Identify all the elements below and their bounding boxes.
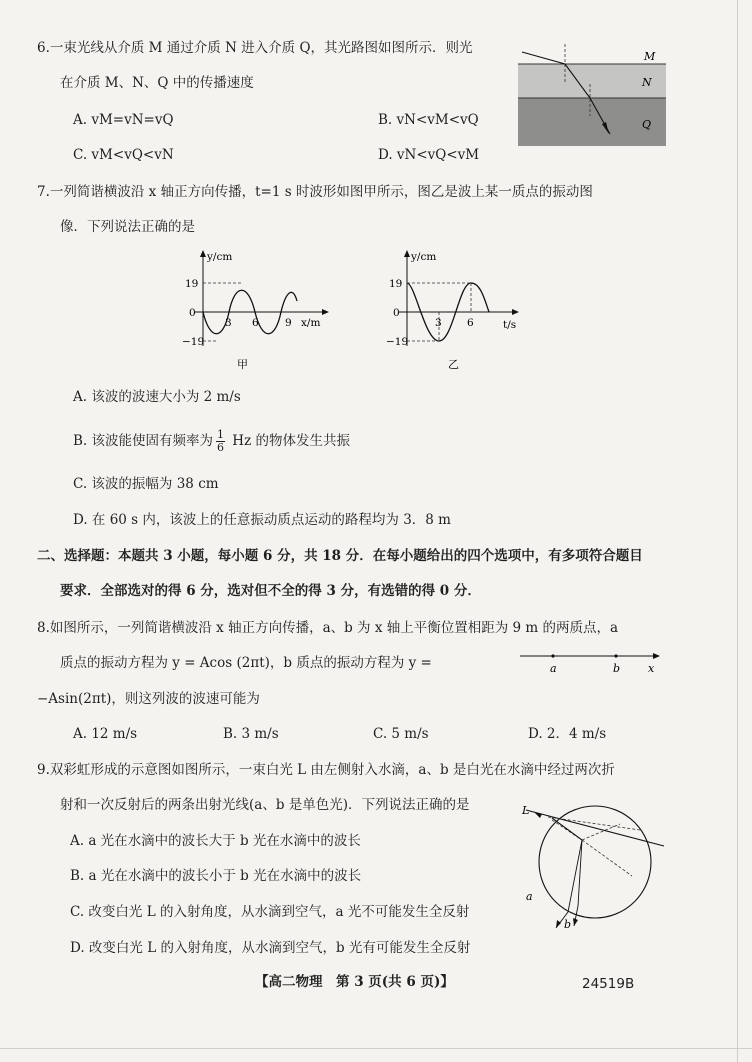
point-b-label: b (613, 662, 621, 675)
q7-stem-line-2: 像．下列说法正确的是 (60, 219, 195, 235)
q6-option-d: D. vN<vQ<vM (378, 147, 480, 163)
graph-a-xtick-9: 9 (285, 317, 292, 329)
q7-option-b-fraction (216, 429, 225, 453)
graph-b-ylabel: y/cm (411, 251, 437, 263)
graph-b-xlabel: t/s (503, 319, 517, 331)
q9-option-a: A. a 光在水滴中的波长大于 b 光在水滴中的波长 (70, 833, 361, 849)
graph-a-xtick-3: 3 (225, 317, 232, 329)
graph-a-ytick-bottom: −19 (182, 336, 205, 348)
incident-ray-l (526, 810, 664, 846)
q7-vibration-graph-b (385, 246, 535, 376)
q8-axis-diagram (520, 648, 670, 678)
graph-b-ytick-top: 19 (389, 278, 403, 290)
q7-option-a: A. 该波的波速大小为 2 m/s (73, 389, 241, 405)
q8-stem-line-1: 8.如图所示，一列简谐横波沿 x 轴正方向传播，a、b 为 x 轴上平衡位置相距为 9 m 的两质点，a (37, 620, 619, 636)
graph-a-xlabel: x/m (301, 317, 321, 329)
graph-b-xtick-6: 6 (467, 317, 474, 329)
section-2-heading-line-2: 要求．全部选对的得 6 分，选对但不全的得 3 分，有选错的得 0 分． (60, 583, 481, 599)
label-n: N (642, 76, 652, 89)
q9-option-c: C. 改变白光 L 的入射角度，从水滴到空气，a 光不可能发生全反射 (70, 904, 470, 920)
section-2-heading-line-1: 二、选择题：本题共 3 小题，每小题 6 分，共 18 分．在每小题给出的四个选项中，有多项符合题目 (37, 548, 643, 564)
q6-stem-line-2: 在介质 M、N、Q 中的传播速度 (60, 75, 254, 91)
fraction-numerator: 1 (217, 428, 225, 442)
graph-a-ylabel: y/cm (207, 251, 233, 263)
q8-stem-line-2: 质点的振动方程为 y = Acos (2πt)，b 质点的振动方程为 y = (60, 655, 432, 671)
page-edge (737, 0, 738, 1062)
q8-option-b: B. 3 m/s (223, 726, 279, 742)
q8-option-a: A. 12 m/s (73, 726, 138, 742)
point-a-label: a (550, 662, 557, 675)
q7-wave-graph-a (182, 246, 345, 376)
footer-page-label: 【高二物理 第 3 页(共 6 页)】 (255, 974, 454, 990)
graph-b-caption: 乙 (448, 358, 459, 371)
q6-stem-line-1: 6.一束光线从介质 M 通过介质 N 进入介质 Q，其光路图如图所示．则光 (37, 40, 473, 56)
graph-b-origin: 0 (393, 307, 400, 319)
graph-b-xtick-3: 3 (435, 317, 442, 329)
fraction-denominator: 6 (217, 441, 225, 454)
q9-stem-line-2: 射和一次反射后的两条出射光线(a、b 是单色光)．下列说法正确的是 (60, 797, 470, 813)
ray-a-label: a (526, 890, 533, 903)
q8-option-c: C. 5 m/s (373, 726, 429, 742)
ray-b-label: b (564, 918, 572, 931)
q7-option-b (73, 427, 350, 455)
graph-a-xtick-6: 6 (252, 317, 259, 329)
q6-media-diagram (518, 44, 666, 164)
q9-option-b: B. a 光在水滴中的波长小于 b 光在水滴中的波长 (70, 868, 362, 884)
page-bottom-edge (0, 1048, 752, 1049)
q7-option-b-post: Hz 的物体发生共振 (228, 433, 350, 449)
water-drop-circle (539, 806, 651, 918)
ray-l-label: L (522, 804, 530, 817)
q6-option-b: B. vN<vM<vQ (378, 112, 479, 128)
q7-stem-line-1: 7.一列简谐横波沿 x 轴正方向传播，t=1 s 时波形如图甲所示，图乙是波上某一质点的振动图 (37, 184, 593, 200)
q8-option-d: D. 2．4 m/s (528, 726, 607, 742)
graph-a-origin: 0 (189, 307, 196, 319)
q9-stem-line-1: 9.双彩虹形成的示意图如图所示，一束白光 L 由左侧射入水滴，a、b 是白光在水滴中经过两次折 (37, 762, 615, 778)
q9-water-drop-diagram (512, 796, 672, 936)
axis-x-label: x (648, 662, 655, 675)
q7-option-c: C. 该波的振幅为 38 cm (73, 476, 219, 492)
graph-a-caption: 甲 (237, 358, 248, 371)
footer-code: 24519B (582, 976, 635, 992)
q9-option-d: D. 改变白光 L 的入射角度，从水滴到空气，b 光有可能发生全反射 (70, 940, 471, 956)
graph-b-ytick-bottom: −19 (386, 336, 409, 348)
q6-option-c: C. vM<vQ<vN (73, 147, 174, 163)
label-m: M (644, 50, 656, 63)
q6-option-a: A. vM=vN=vQ (73, 112, 174, 128)
graph-a-ytick-top: 19 (185, 278, 199, 290)
q7-option-b-pre: B. 该波能使固有频率为 (73, 433, 214, 449)
q7-option-d: D. 在 60 s 内，该波上的任意振动质点运动的路程均为 3．8 m (73, 512, 451, 528)
label-q: Q (642, 118, 652, 131)
q8-stem-line-3: −Asin(2πt)，则这列波的波速可能为 (37, 691, 260, 707)
